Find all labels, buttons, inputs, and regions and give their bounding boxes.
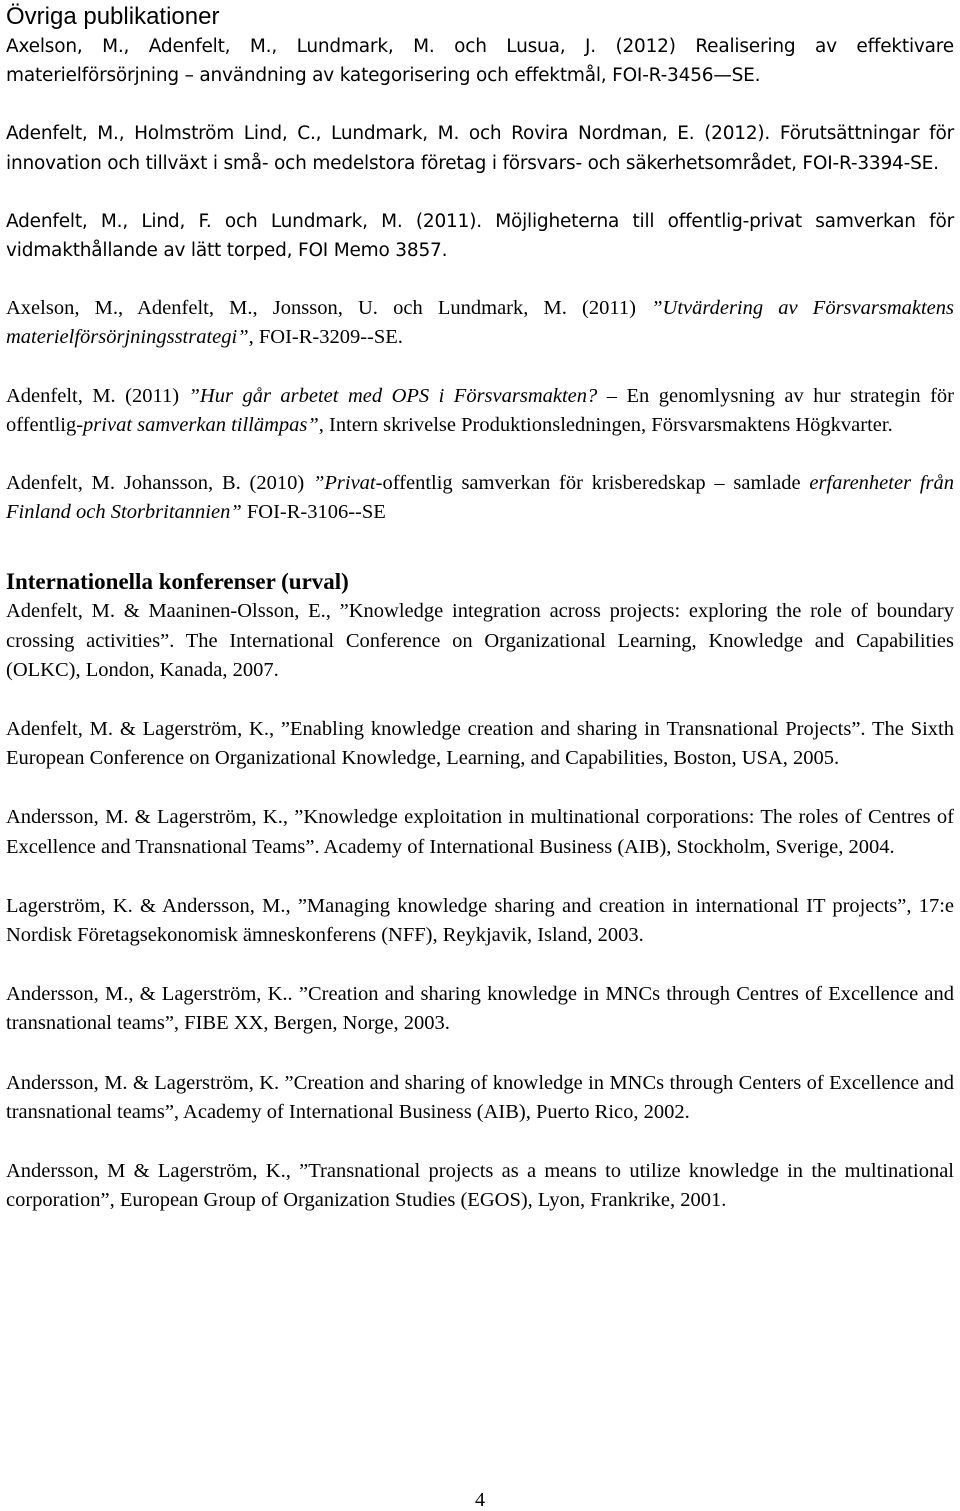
entry-title-cont: privat samverkan tillämpas”: [83, 413, 319, 436]
entry-title: ”Hur går arbetet med OPS i Försvarsmakten?: [188, 384, 598, 407]
conference-entry: Adenfelt, M. & Maaninen-Olsson, E., ”Knowledge integration across projects: exploring the role of boundary crossing activities”. The International Conference on Organizational Learning, Knowledge and Capabilities (OLKC), London, Kanada, 2007.: [6, 600, 954, 681]
entry-source: , FOI-R-3209--SE.: [248, 326, 403, 349]
conference-entry: Andersson, M., & Lagerström, K.. ”Creation and sharing knowledge in MNCs through Centres of Excellence and transnational teams”, FIBE XX, Bergen, Norge, 2003.: [6, 983, 954, 1035]
entry-text: offentlig samverkan för krisberedskap – samlade: [382, 472, 810, 495]
publication-entry: Adenfelt, M., Holmström Lind, C., Lundmark, M. och Rovira Nordman, E. (2012). Förutsättningar för innovation och tillväxt i små- och medelstora företag i försvars- och säkerhetsområdet, FOI-R-3394-SE.: [6, 123, 954, 174]
document-page: [0, 2, 960, 1511]
conference-entry: Adenfelt, M. & Lagerström, K., ”Enabling knowledge creation and sharing in Transnational Projects”. The Sixth European Conference on Organizational Knowledge, Learning, and Capabilities, Boston, USA, 2005.: [6, 718, 954, 770]
conference-entry: Andersson, M & Lagerström, K., ”Transnational projects as a means to utilize knowledge in the multinational corporation”, European Group of Organization Studies (EGOS), Lyon, Frankrike, 2001.: [6, 1160, 954, 1212]
entry-authors: Adenfelt, M. Johansson, B. (2010): [6, 472, 313, 495]
publication-entry: Axelson, M., Adenfelt, M., Lundmark, M. och Lusua, J. (2012) Realisering av effektivare materielförsörjning – användning av kategorisering och effektmål, FOI-R-3456—SE.: [6, 36, 954, 87]
section-title-ovriga: Övriga publikationer: [6, 3, 220, 30]
entry-source: FOI-R-3106--SE: [241, 501, 386, 524]
conference-entry: Lagerström, K. & Andersson, M., ”Managing knowledge sharing and creation in international IT projects”, 17:e Nordisk Företagsekonomisk ämneskonferens (NFF), Reykjavik, Island, 2003.: [6, 894, 954, 947]
entry-title: ”Utvärdering av Försvarsmaktens materielförsörjningsstrategi”: [6, 297, 954, 349]
page-number: 4: [475, 1489, 485, 1511]
conference-entry: Andersson, M. & Lagerström, K., ”Knowledge exploitation in multinational corporations: The roles of Centres of Excellence and Transnational Teams”. Academy of International Business (AIB), Stockholm, Sverige, 2004.: [6, 806, 954, 858]
publication-entry: [6, 294, 954, 352]
section-title-konferenser: Internationella konferenser (urval): [6, 569, 349, 595]
entry-title: ”Privat-: [312, 472, 383, 495]
publication-entry: [6, 382, 954, 440]
conference-entry: Andersson, M. & Lagerström, K. ”Creation and sharing of knowledge in MNCs through Centers of Excellence and transnational teams”, Academy of International Business (AIB), Puerto Rico, 2002.: [6, 1071, 954, 1123]
publication-entry: Adenfelt, M., Lind, F. och Lundmark, M. (2011). Möjligheterna till offentlig-privat samverkan för vidmakthållande av lätt torped, FOI Memo 3857.: [6, 210, 954, 262]
entry-authors: Adenfelt, M. (2011): [6, 384, 189, 407]
entry-source: , Intern skrivelse Produktionsledningen, Försvarsmaktens Högkvarter.: [318, 413, 893, 436]
entry-title-cont: erfarenheter från Finland och Storbritannien”: [6, 472, 955, 524]
publication-entry: [6, 469, 954, 527]
entry-authors: Axelson, M., Adenfelt, M., Jonsson, U. och Lundmark, M. (2011): [6, 297, 652, 320]
entry-text: – En genomlysning av hur strategin för offentlig-: [6, 384, 954, 436]
